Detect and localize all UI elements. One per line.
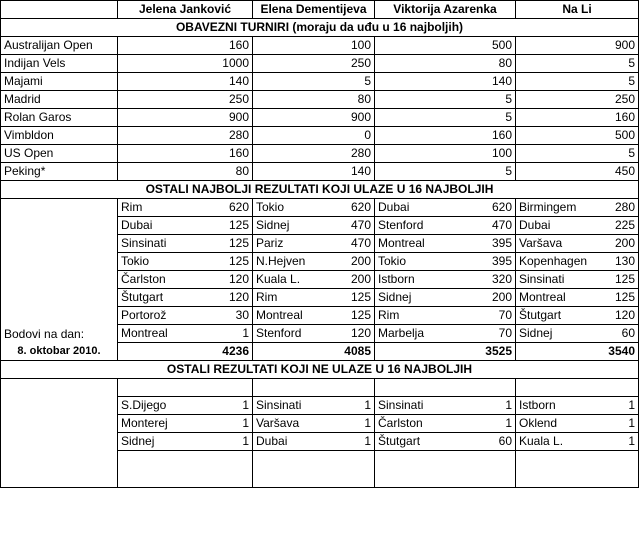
result-cell[interactable] <box>516 325 639 343</box>
points-cell[interactable]: 280 <box>118 127 253 145</box>
result-cell[interactable] <box>375 433 516 451</box>
points-cell[interactable]: 5 <box>516 73 639 91</box>
blank-row <box>1 379 639 397</box>
points-cell[interactable]: 0 <box>253 127 375 145</box>
result-cell[interactable] <box>253 397 375 415</box>
points-value: 200 <box>614 236 635 250</box>
result-cell[interactable] <box>375 235 516 253</box>
points-cell[interactable]: 900 <box>118 109 253 127</box>
points-value: 470 <box>491 218 512 232</box>
result-cell[interactable] <box>253 217 375 235</box>
points-value: 125 <box>614 272 635 286</box>
points-date-value: 8. oktobar 2010. <box>17 345 101 357</box>
tournament-name: Istborn <box>519 398 556 412</box>
points-value: 320 <box>491 272 512 286</box>
points-cell[interactable]: 140 <box>375 73 516 91</box>
points-cell[interactable]: 5 <box>375 163 516 181</box>
points-value: 1 <box>628 416 635 430</box>
result-cell[interactable] <box>253 271 375 289</box>
table-row <box>1 91 639 109</box>
tournament-name[interactable]: Vimbldon <box>1 127 118 145</box>
points-value: 1 <box>505 416 512 430</box>
section-title-row <box>1 19 639 37</box>
result-cell[interactable] <box>118 397 253 415</box>
points-cell[interactable]: 80 <box>118 163 253 181</box>
tournament-name: Sinsinati <box>256 398 302 412</box>
tournament-name[interactable]: Australijan Open <box>1 37 118 55</box>
total-points[interactable]: 4236 <box>118 343 253 361</box>
total-points[interactable]: 4085 <box>253 343 375 361</box>
points-value: 225 <box>614 218 635 232</box>
tournament-name: Oklend <box>519 416 558 430</box>
tournament-name[interactable]: Majami <box>1 73 118 91</box>
points-cell[interactable]: 100 <box>253 37 375 55</box>
empty-cell[interactable] <box>375 379 516 397</box>
section-title-row <box>1 181 639 199</box>
player-header[interactable]: Jelena Janković <box>118 1 253 19</box>
empty-cell[interactable] <box>253 451 375 488</box>
tournament-name: Marbelja <box>378 326 425 340</box>
tournament-name[interactable]: Indijan Vels <box>1 55 118 73</box>
points-value: 60 <box>621 326 635 340</box>
points-value: 60 <box>498 434 512 448</box>
points-value: 200 <box>350 254 371 268</box>
result-cell[interactable] <box>118 415 253 433</box>
tournament-name: Sidnej <box>378 290 412 304</box>
result-cell[interactable] <box>516 415 639 433</box>
points-value: 125 <box>614 290 635 304</box>
table-row <box>1 145 639 163</box>
tournament-name: Tokio <box>121 254 150 268</box>
points-value: 200 <box>491 290 512 304</box>
result-cell[interactable] <box>118 217 253 235</box>
points-value: 200 <box>350 272 371 286</box>
points-cell[interactable]: 140 <box>118 73 253 91</box>
points-cell[interactable]: 900 <box>253 109 375 127</box>
player-header[interactable]: Elena Dementijeva <box>253 1 375 19</box>
points-value: 30 <box>235 308 249 322</box>
result-cell[interactable] <box>253 325 375 343</box>
result-cell[interactable] <box>118 433 253 451</box>
points-value: 120 <box>350 326 371 340</box>
tournament-name: Sinsinati <box>519 272 565 286</box>
result-cell[interactable] <box>375 307 516 325</box>
tournament-name: Varšava <box>519 236 563 250</box>
result-cell[interactable] <box>118 199 253 217</box>
result-cell[interactable] <box>375 217 516 235</box>
points-cell[interactable]: 80 <box>253 91 375 109</box>
result-cell[interactable] <box>516 397 639 415</box>
empty-cell[interactable] <box>375 451 516 488</box>
tournament-name[interactable]: Madrid <box>1 91 118 109</box>
result-cell[interactable] <box>375 199 516 217</box>
empty-cell[interactable] <box>516 451 639 488</box>
points-value: 1 <box>364 434 371 448</box>
result-cell[interactable] <box>253 235 375 253</box>
table-row <box>1 73 639 91</box>
tournament-name: Dubai <box>121 218 153 232</box>
result-cell[interactable] <box>375 415 516 433</box>
result-cell[interactable] <box>253 307 375 325</box>
points-value: 125 <box>350 290 371 304</box>
tournament-name: Štutgart <box>519 308 562 322</box>
result-cell[interactable] <box>516 271 639 289</box>
tournament-name[interactable]: Peking* <box>1 163 118 181</box>
points-value: 125 <box>350 308 371 322</box>
tournament-name: Varšava <box>256 416 300 430</box>
tournament-name: Birmingem <box>519 200 577 214</box>
tournament-name: Štutgart <box>121 290 164 304</box>
tournament-name: Sinsinati <box>378 398 424 412</box>
points-value: 1 <box>505 398 512 412</box>
points-cell[interactable]: 160 <box>516 109 639 127</box>
tournament-name: Sidnej <box>121 434 155 448</box>
empty-cell[interactable] <box>118 379 253 397</box>
points-cell[interactable]: 280 <box>253 145 375 163</box>
points-cell[interactable]: 100 <box>375 145 516 163</box>
points-cell[interactable]: 160 <box>118 145 253 163</box>
points-value: 395 <box>491 236 512 250</box>
tournament-name: Kuala L. <box>519 434 564 448</box>
result-cell[interactable] <box>375 397 516 415</box>
tournament-name: Kopenhagen <box>519 254 588 268</box>
points-cell[interactable]: 250 <box>253 55 375 73</box>
tournament-name: Rim <box>256 290 278 304</box>
points-cell[interactable]: 160 <box>118 37 253 55</box>
points-cell[interactable]: 1000 <box>118 55 253 73</box>
tournament-name: Čarlston <box>378 416 423 430</box>
points-value: 125 <box>228 218 249 232</box>
points-value: 1 <box>242 398 249 412</box>
tournament-name: Dubai <box>519 218 551 232</box>
tournament-name: Sidnej <box>519 326 553 340</box>
tournament-name: Pariz <box>256 236 284 250</box>
result-cell[interactable] <box>516 307 639 325</box>
points-cell[interactable]: 500 <box>516 127 639 145</box>
total-points[interactable]: 3525 <box>375 343 516 361</box>
result-cell[interactable] <box>516 289 639 307</box>
points-cell[interactable]: 160 <box>375 127 516 145</box>
table-row <box>1 109 639 127</box>
result-cell[interactable] <box>118 307 253 325</box>
result-cell[interactable] <box>253 415 375 433</box>
result-cell[interactable] <box>375 289 516 307</box>
points-value: 70 <box>498 308 512 322</box>
result-cell[interactable] <box>118 271 253 289</box>
points-value: 620 <box>491 200 512 214</box>
tournament-name: Sidnej <box>256 218 290 232</box>
points-value: 470 <box>350 218 371 232</box>
tournament-name: Dubai <box>256 434 288 448</box>
tournament-name: Istborn <box>378 272 415 286</box>
tournament-name: Čarlston <box>121 272 166 286</box>
points-value: 470 <box>350 236 371 250</box>
result-cell[interactable] <box>253 253 375 271</box>
points-cell[interactable]: 5 <box>516 145 639 163</box>
result-cell[interactable] <box>253 199 375 217</box>
tournament-name: Portorož <box>121 308 167 322</box>
points-value: 120 <box>614 308 635 322</box>
table-row <box>1 163 639 181</box>
result-cell[interactable] <box>118 235 253 253</box>
points-value: 1 <box>628 434 635 448</box>
points-cell[interactable]: 500 <box>375 37 516 55</box>
section-title-row <box>1 361 639 379</box>
result-cell[interactable] <box>118 289 253 307</box>
points-cell[interactable]: 5 <box>375 91 516 109</box>
result-cell[interactable] <box>516 253 639 271</box>
points-value: 1 <box>364 416 371 430</box>
table-row <box>1 55 639 73</box>
tournament-name: Stenford <box>378 218 424 232</box>
points-value: 1 <box>364 398 371 412</box>
points-cell[interactable]: 450 <box>516 163 639 181</box>
points-value: 395 <box>491 254 512 268</box>
points-cell[interactable]: 5 <box>516 55 639 73</box>
points-date-label: Bodovi na dan: <box>4 327 85 341</box>
points-cell[interactable]: 80 <box>375 55 516 73</box>
empty-cell[interactable] <box>1 379 118 488</box>
tournament-name: S.Dijego <box>121 398 167 412</box>
result-cell[interactable] <box>253 433 375 451</box>
section-title-mandatory[interactable]: OBAVEZNI TURNIRI (moraju da uđu u 16 najboljih) <box>1 19 639 37</box>
points-date-cell[interactable] <box>1 199 118 361</box>
points-value: 125 <box>228 236 249 250</box>
table-row <box>1 127 639 145</box>
player-header[interactable]: Na Li <box>516 1 639 19</box>
points-value: 620 <box>350 200 371 214</box>
tournament-name: Tokio <box>256 200 285 214</box>
tournament-name[interactable]: US Open <box>1 145 118 163</box>
points-cell[interactable]: 900 <box>516 37 639 55</box>
table-row <box>1 37 639 55</box>
tournament-name: Montreal <box>256 308 303 322</box>
empty-cell[interactable] <box>516 379 639 397</box>
points-value: 120 <box>228 290 249 304</box>
result-cell[interactable] <box>516 217 639 235</box>
tournament-name: Montreal <box>121 326 168 340</box>
points-value: 1 <box>628 398 635 412</box>
tournament-name: Rim <box>121 200 143 214</box>
corner-cell <box>1 1 118 19</box>
tournament-name[interactable]: Rolan Garos <box>1 109 118 127</box>
tournament-name: Sinsinati <box>121 236 167 250</box>
tournament-name: Monterej <box>121 416 168 430</box>
points-value: 280 <box>614 200 635 214</box>
points-cell[interactable]: 250 <box>118 91 253 109</box>
tournament-name: Štutgart <box>378 434 421 448</box>
total-points[interactable]: 3540 <box>516 343 639 361</box>
result-cell[interactable] <box>375 253 516 271</box>
points-value: 70 <box>498 326 512 340</box>
result-cell[interactable] <box>516 235 639 253</box>
result-cell[interactable] <box>118 325 253 343</box>
points-value: 130 <box>614 254 635 268</box>
points-value: 125 <box>228 254 249 268</box>
tournament-name: Stenford <box>256 326 302 340</box>
tournament-name: Montreal <box>378 236 425 250</box>
tournament-name: Rim <box>378 308 400 322</box>
points-value: 1 <box>242 434 249 448</box>
section-title-best-results[interactable]: OSTALI NAJBOLJI REZULTATI KOJI ULAZE U 16 NAJBOLJIH <box>1 181 639 199</box>
empty-cell[interactable] <box>118 451 253 488</box>
result-cell[interactable] <box>118 253 253 271</box>
tournament-name: Tokio <box>378 254 407 268</box>
points-value: 620 <box>228 200 249 214</box>
points-value: 1 <box>242 416 249 430</box>
points-value: 1 <box>242 326 249 340</box>
tournament-name: Dubai <box>378 200 410 214</box>
player-header[interactable]: Viktorija Azarenka <box>375 1 516 19</box>
result-cell[interactable] <box>516 433 639 451</box>
result-cell[interactable] <box>253 289 375 307</box>
table-row <box>1 199 639 217</box>
tournament-name: Kuala L. <box>256 272 301 286</box>
tournament-name: N.Hejven <box>256 254 306 268</box>
section-title-other-results[interactable]: OSTALI REZULTATI KOJI NE ULAZE U 16 NAJBOLJIH <box>1 361 639 379</box>
points-value: 120 <box>228 272 249 286</box>
points-cell[interactable]: 250 <box>516 91 639 109</box>
empty-cell[interactable] <box>253 379 375 397</box>
points-cell[interactable]: 140 <box>253 163 375 181</box>
result-cell[interactable] <box>375 325 516 343</box>
points-cell[interactable]: 5 <box>375 109 516 127</box>
header-row <box>1 1 639 19</box>
result-cell[interactable] <box>516 199 639 217</box>
points-cell[interactable]: 5 <box>253 73 375 91</box>
tournament-name: Montreal <box>519 290 566 304</box>
result-cell[interactable] <box>375 271 516 289</box>
